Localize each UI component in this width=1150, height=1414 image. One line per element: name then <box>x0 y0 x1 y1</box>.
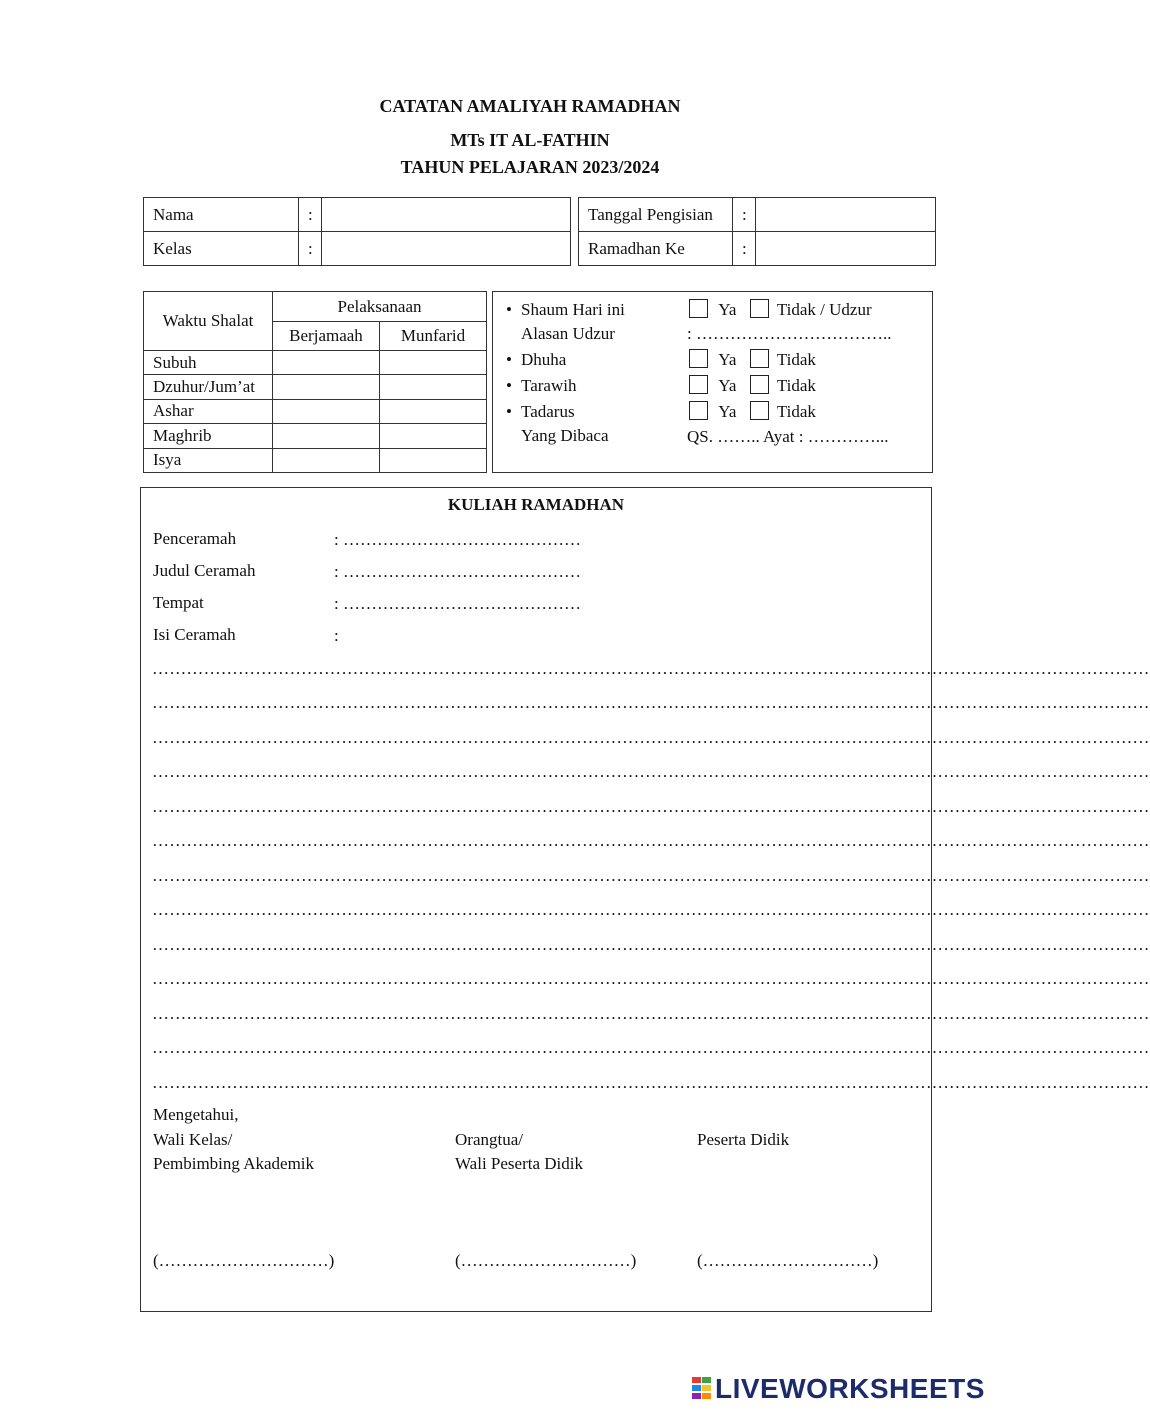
parent-signature-field[interactable]: (…………………………) <box>455 1251 637 1270</box>
tarawih-yes-checkbox[interactable] <box>689 375 708 394</box>
parent-label: Orangtua/ <box>455 1130 523 1149</box>
tarawih-label: • Tarawih <box>521 376 576 396</box>
class-label: Kelas <box>144 232 299 266</box>
shaum-no-checkbox[interactable] <box>750 299 769 318</box>
content-line[interactable]: ………………………………………………………………………………………………………………………………………………………… <box>152 693 1150 712</box>
content-line[interactable]: ………………………………………………………………………………………………………………………………………………………… <box>152 797 1150 816</box>
content-line[interactable]: ………………………………………………………………………………………………………………………………………………………… <box>152 900 1150 919</box>
dhuha-yes-checkbox[interactable] <box>689 349 708 368</box>
munfarid-header: Munfarid <box>380 322 487 351</box>
tadarus-yes-checkbox[interactable] <box>689 401 708 420</box>
homeroom-teacher-label: Wali Kelas/ <box>153 1130 233 1149</box>
dhuha-yes-label: Ya <box>718 350 737 369</box>
ramadhan-day-colon: : <box>733 232 756 266</box>
shaum-no-label: Tidak / Udzur <box>776 300 872 319</box>
liveworksheets-wordmark: LIVEWORKSHEETS <box>715 1373 985 1404</box>
isya-berjamaah-cell[interactable] <box>273 448 380 472</box>
liveworksheets-logo <box>692 1374 985 1404</box>
tadarus-options <box>689 401 816 422</box>
place-label: Tempat <box>153 593 204 612</box>
ashar-munfarid-cell[interactable] <box>380 399 487 423</box>
maghrib-munfarid-cell[interactable] <box>380 424 487 448</box>
page-title: CATATAN AMALIYAH RAMADHAN <box>379 96 681 116</box>
kuliah-title: KULIAH RAMADHAN <box>447 495 625 514</box>
berjamaah-header: Berjamaah <box>273 322 380 351</box>
liveworksheets-logo-icon <box>692 1375 712 1403</box>
execution-header: Pelaksanaan <box>273 292 487 322</box>
speaker-label: Penceramah <box>153 529 237 548</box>
shaum-options <box>689 299 872 320</box>
tadarus-no-checkbox[interactable] <box>750 401 769 420</box>
content-line[interactable]: ………………………………………………………………………………………………………………………………………………………… <box>152 728 1150 747</box>
school-year: TAHUN PELAJARAN 2023/2024 <box>400 157 660 177</box>
subuh-berjamaah-cell[interactable] <box>273 351 380 375</box>
prayer-row-isya: Isya <box>144 448 273 472</box>
ramadhan-day-label: Ramadhan Ke <box>579 232 733 266</box>
ashar-berjamaah-cell[interactable] <box>273 399 380 423</box>
prayer-table <box>143 291 487 473</box>
tarawih-options <box>689 375 816 396</box>
place-field[interactable]: : …………………………………… <box>334 594 581 613</box>
identity-table-right <box>578 197 936 266</box>
dzuhur-berjamaah-cell[interactable] <box>273 375 380 399</box>
class-colon: : <box>299 232 322 266</box>
yang-dibaca-label: Yang Dibaca <box>521 426 609 445</box>
lecture-title-label: Judul Ceramah <box>153 561 256 580</box>
prayer-row-subuh: Subuh <box>144 351 273 375</box>
speaker-field[interactable]: : …………………………………… <box>334 530 581 549</box>
shaum-yes-label: Ya <box>718 300 737 319</box>
dhuha-options <box>689 349 816 370</box>
tarawih-yes-label: Ya <box>718 376 737 395</box>
dhuha-no-label: Tidak <box>776 350 816 369</box>
date-field[interactable] <box>756 198 936 232</box>
lecture-content-label: Isi Ceramah <box>153 625 236 644</box>
tarawih-no-label: Tidak <box>776 376 816 395</box>
dhuha-no-checkbox[interactable] <box>750 349 769 368</box>
content-line[interactable]: ………………………………………………………………………………………………………………………………………………………… <box>152 762 1150 781</box>
name-field[interactable] <box>322 198 571 232</box>
name-colon: : <box>299 198 322 232</box>
shaum-label: • Shaum Hari ini <box>521 300 625 320</box>
prayer-row-ashar: Ashar <box>144 399 273 423</box>
prayer-time-header: Waktu Shalat <box>144 292 273 351</box>
content-line[interactable]: ………………………………………………………………………………………………………………………………………………………… <box>152 866 1150 885</box>
maghrib-berjamaah-cell[interactable] <box>273 424 380 448</box>
content-line[interactable]: ………………………………………………………………………………………………………………………………………………………… <box>152 831 1150 850</box>
academic-advisor-label: Pembimbing Akademik <box>153 1154 315 1173</box>
homeroom-signature-field[interactable]: (…………………………) <box>153 1251 335 1270</box>
tadarus-label: • Tadarus <box>521 402 575 422</box>
content-line[interactable]: ………………………………………………………………………………………………………………………………………………………… <box>152 1073 1150 1092</box>
ramadhan-day-field[interactable] <box>756 232 936 266</box>
lecture-content-colon: : <box>334 626 339 645</box>
tadarus-yes-label: Ya <box>718 402 737 421</box>
qs-ayat-field[interactable]: QS. …….. Ayat : …………... <box>687 427 889 446</box>
content-line[interactable]: ………………………………………………………………………………………………………………………………………………………… <box>152 935 1150 954</box>
acknowledged-label: Mengetahui, <box>153 1105 239 1124</box>
date-label: Tanggal Pengisian <box>579 198 733 232</box>
date-colon: : <box>733 198 756 232</box>
lecture-title-field[interactable]: : …………………………………… <box>334 562 581 581</box>
name-label: Nama <box>144 198 299 232</box>
content-line[interactable]: ………………………………………………………………………………………………………………………………………………………… <box>152 659 1150 678</box>
tarawih-no-checkbox[interactable] <box>750 375 769 394</box>
prayer-row-dzuhur: Dzuhur/Jum’at <box>144 375 273 399</box>
alasan-field[interactable]: : …………………………….. <box>687 324 892 343</box>
tadarus-no-label: Tidak <box>776 402 816 421</box>
dzuhur-munfarid-cell[interactable] <box>380 375 487 399</box>
student-signature-field[interactable]: (…………………………) <box>697 1251 879 1270</box>
dhuha-label: • Dhuha <box>521 350 566 370</box>
identity-table-left <box>143 197 571 266</box>
guardian-label: Wali Peserta Didik <box>455 1154 583 1173</box>
subuh-munfarid-cell[interactable] <box>380 351 487 375</box>
content-line[interactable]: ………………………………………………………………………………………………………………………………………………………… <box>152 969 1150 988</box>
content-line[interactable]: ………………………………………………………………………………………………………………………………………………………… <box>152 1038 1150 1057</box>
student-label: Peserta Didik <box>697 1130 790 1149</box>
class-field[interactable] <box>322 232 571 266</box>
prayer-row-maghrib: Maghrib <box>144 424 273 448</box>
school-name: MTs IT AL-FATHIN <box>450 130 610 150</box>
alasan-label: Alasan Udzur <box>521 324 615 343</box>
isya-munfarid-cell[interactable] <box>380 448 487 472</box>
shaum-yes-checkbox[interactable] <box>689 299 708 318</box>
content-line[interactable]: ………………………………………………………………………………………………………………………………………………………… <box>152 1004 1150 1023</box>
